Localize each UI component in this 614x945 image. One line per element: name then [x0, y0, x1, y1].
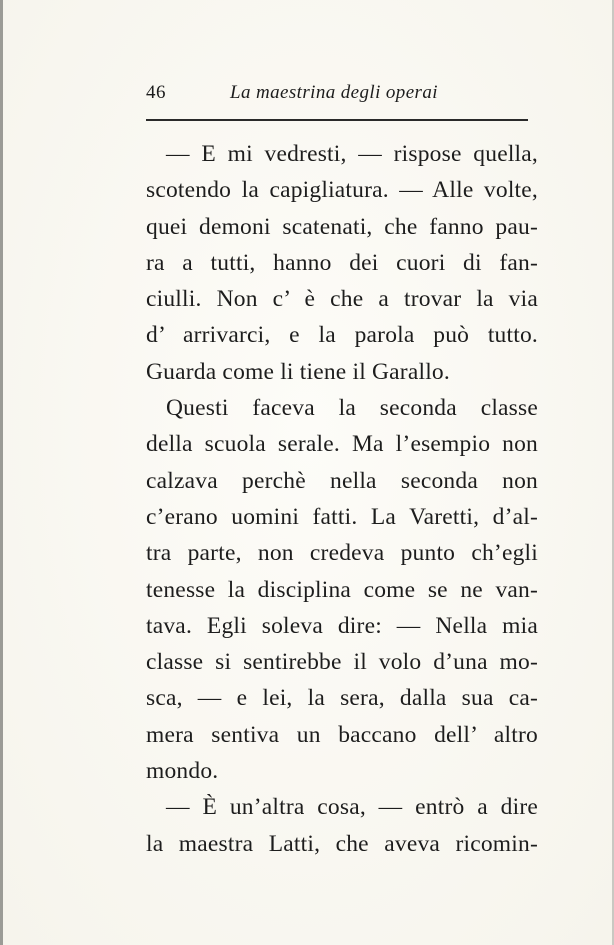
text-line: classe si sentirebbe il volo d’una mo-: [146, 649, 538, 676]
text-line: — È un’altra cosa, — entrò a dire: [166, 794, 538, 821]
page-left-edge: [0, 0, 3, 945]
text-line: calzava perchè nella seconda non: [146, 467, 538, 494]
text-line: tava. Egli soleva dire: — Nella mia: [146, 612, 538, 639]
text-line: tenesse la disciplina come se ne van-: [146, 576, 538, 603]
text-line: Guarda come li tiene il Garallo.: [146, 358, 450, 385]
running-title: La maestrina degli operai: [230, 82, 438, 103]
text-line: tra parte, non credeva punto ch’egli: [146, 540, 538, 567]
text-line: mera sentiva un baccano dell’ altro: [146, 721, 538, 748]
text-line: la maestra Latti, che aveva ricomin-: [146, 830, 538, 857]
text-line: sca, — e lei, la sera, dalla sua ca-: [146, 685, 538, 712]
page-header: [146, 82, 526, 108]
text-line: ra a tutti, hanno dei cuori di fan-: [146, 249, 538, 276]
text-line: mondo.: [146, 758, 219, 785]
text-line: ciulli. Non c’ è che a trovar la via: [146, 286, 538, 313]
text-line: — E mi vedresti, — rispose quella,: [166, 141, 538, 167]
text-line: Questi faceva la seconda classe: [166, 395, 538, 422]
text-line: della scuola serale. Ma l’esempio non: [146, 431, 538, 458]
text-line: c’erano uomini fatti. La Varetti, d’al-: [146, 503, 538, 530]
body-text: [146, 136, 538, 862]
text-line: d’ arrivarci, e la parola può tutto.: [146, 322, 538, 349]
text-line: quei demoni scatenati, che fanno pau-: [146, 213, 538, 240]
header-rule: [146, 119, 528, 121]
page-number: 46: [146, 82, 166, 103]
text-line: scotendo la capigliatura. — Alle volte,: [146, 177, 538, 204]
